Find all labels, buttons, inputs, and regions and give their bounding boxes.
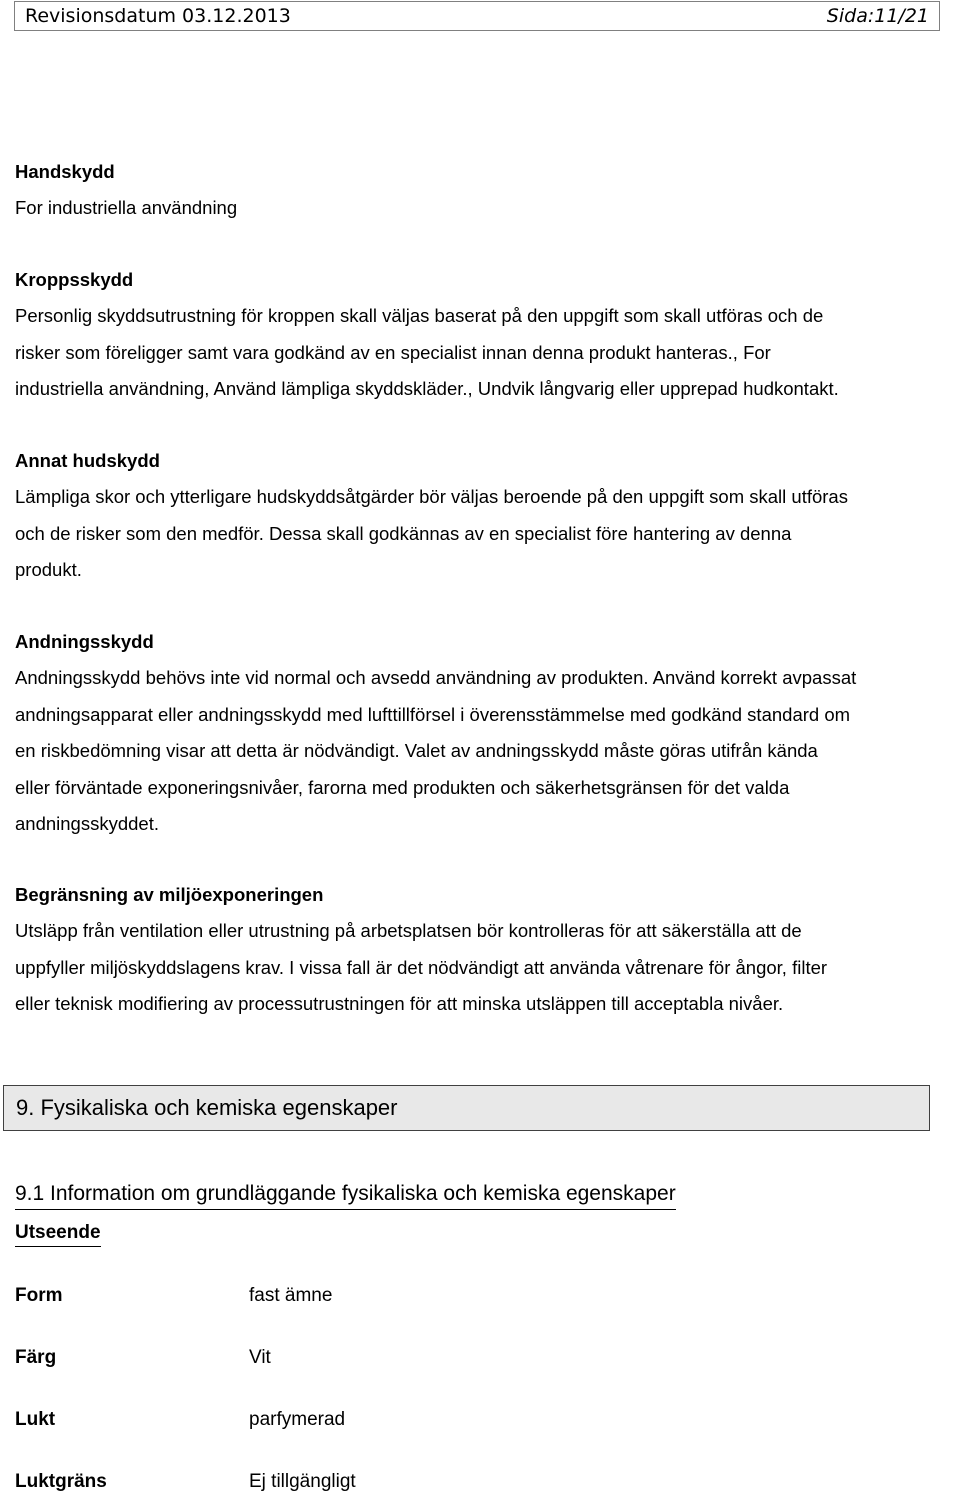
property-label: Form xyxy=(15,1285,63,1306)
annat-hudskydd-section xyxy=(15,443,960,589)
section-9-title: 9. Fysikaliska och kemiska egenskaper xyxy=(16,1095,398,1120)
section-9-1-title: 9.1 Information om grundläggande fysikaliska och kemiska egenskaper xyxy=(15,1180,676,1210)
section-9-header xyxy=(3,1085,930,1131)
utseende-heading: Utseende xyxy=(15,1220,101,1247)
kroppsskydd-heading: Kroppsskydd xyxy=(15,269,134,290)
miljo-heading: Begränsning av miljöexponeringen xyxy=(15,884,324,905)
revision-date: Revisionsdatum 03.12.2013 xyxy=(25,5,291,27)
property-value: Vit xyxy=(249,1347,271,1368)
andningsskydd-line: Andningsskydd behövs inte vid normal och avsedd användning av produkten. Använd korrekt avpassat xyxy=(15,667,857,688)
andningsskydd-line: andningsskyddet. xyxy=(15,813,159,834)
property-value: Ej tillgängligt xyxy=(249,1471,356,1492)
andningsskydd-heading: Andningsskydd xyxy=(15,631,154,652)
andningsskydd-line: andningsapparat eller andningsskydd med lufttillförsel i överensstämmelse med godkänd standard om xyxy=(15,703,851,725)
property-label: Färg xyxy=(15,1347,57,1368)
page-number: Sida:11/21 xyxy=(826,5,929,27)
miljo-section xyxy=(15,877,960,1023)
andningsskydd-line: eller förväntade exponeringsnivåer, farorna med produkten och säkerhetsgränsen för det valda xyxy=(15,776,790,798)
property-label: Lukt xyxy=(15,1409,56,1430)
handskydd-heading: Handskydd xyxy=(15,161,115,182)
miljo-line: eller teknisk modifiering av processutrustningen för att minska utsläppen till acceptabla nivåer. xyxy=(15,993,784,1014)
annat-hudskydd-line: produkt. xyxy=(15,559,82,580)
annat-hudskydd-line: Lämpliga skor och ytterligare hudskyddsåtgärder bör väljas beroende på den uppgift som skall utföras xyxy=(15,486,848,507)
miljo-line: Utsläpp från ventilation eller utrustning på arbetsplatsen bör kontrolleras för att säkerställa att de xyxy=(15,920,802,941)
andningsskydd-line: en riskbedömning visar att detta är nödvändigt. Valet av andningsskydd måste göras utifrån kända xyxy=(15,740,818,761)
kroppsskydd-line: risker som föreligger samt vara godkänd av en specialist innan denna produkt hanteras., For xyxy=(15,341,771,363)
annat-hudskydd-heading: Annat hudskydd xyxy=(15,450,160,471)
annat-hudskydd-line: och de risker som den medför. Dessa skall godkännas av en specialist före hantering av denna xyxy=(15,522,792,544)
kroppsskydd-line: industriella användning, Använd lämpliga skyddskläder., Undvik långvarig eller upprepad hudkontakt. xyxy=(15,378,839,399)
property-label: Luktgräns xyxy=(15,1471,107,1492)
handskydd-text: For industriella användning xyxy=(15,197,238,218)
property-value: parfymerad xyxy=(249,1409,346,1430)
page-header xyxy=(14,1,940,31)
miljo-line: uppfyller miljöskyddslagens krav. I vissa fall är det nödvändigt att använda våtrenare för ångor, filter xyxy=(15,956,828,978)
handskydd-section xyxy=(15,154,960,227)
property-value: fast ämne xyxy=(249,1285,333,1306)
kroppsskydd-section xyxy=(15,262,960,408)
kroppsskydd-line: Personlig skyddsutrustning för kroppen skall väljas baserat på den uppgift som skall utföras och de xyxy=(15,305,824,326)
andningsskydd-section xyxy=(15,624,960,843)
